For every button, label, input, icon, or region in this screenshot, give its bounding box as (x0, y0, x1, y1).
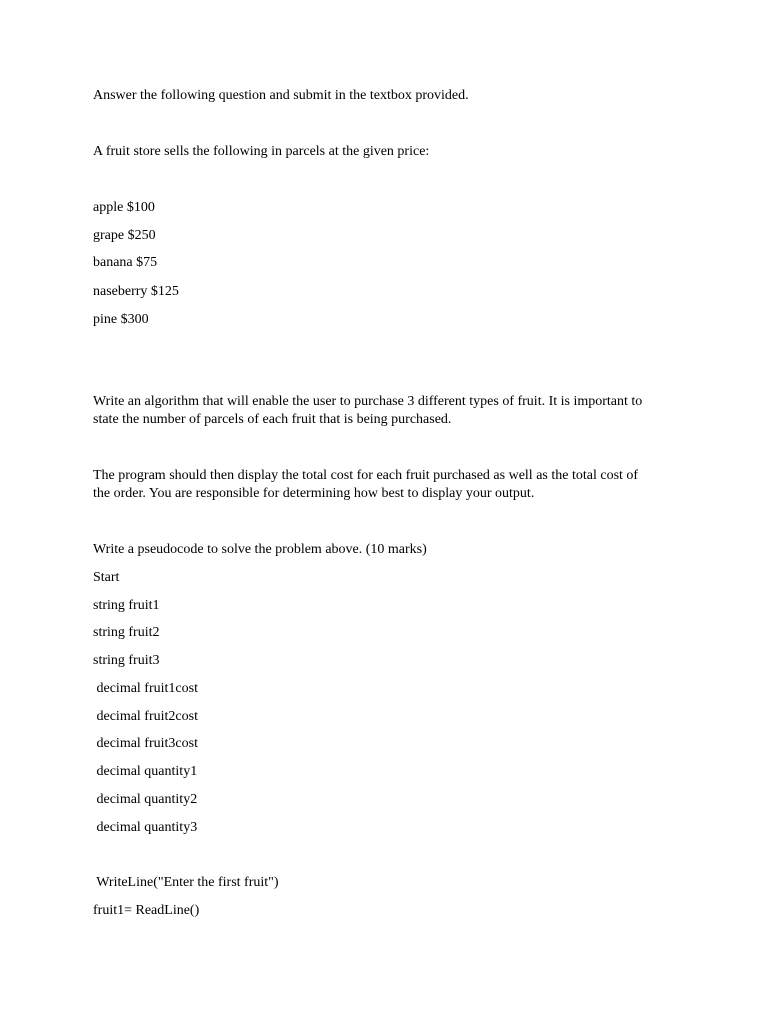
pseudocode-line: string fruit2 (93, 625, 160, 640)
store-statement: A fruit store sells the following in parcels at the given price: (93, 144, 430, 159)
pseudocode-line: decimal fruit1cost (93, 681, 198, 696)
price-item-grape: grape $250 (93, 228, 156, 243)
intro-instruction: Answer the following question and submit in the textbox provided. (93, 88, 469, 103)
pseudocode-line: decimal fruit2cost (93, 709, 198, 724)
pseudocode-line: decimal quantity1 (93, 764, 198, 779)
pseudocode-line: string fruit3 (93, 653, 160, 668)
pseudocode-line: decimal quantity3 (93, 820, 198, 835)
price-item-pine: pine $300 (93, 312, 149, 327)
task-paragraph-output: The program should then display the total cost for each fruit purchased as well as the total cost of the order. You are responsible for determining how best to display your output. (93, 468, 639, 501)
pseudocode-line: decimal fruit3cost (93, 736, 198, 751)
pseudocode-line: Start (93, 570, 120, 585)
price-item-banana: banana $75 (93, 255, 158, 270)
pseudocode-line: decimal quantity2 (93, 792, 198, 807)
pseudocode-line: string fruit1 (93, 598, 160, 613)
pseudocode-line: WriteLine("Enter the first fruit") (93, 875, 279, 890)
price-item-naseberry: naseberry $125 (93, 284, 179, 299)
pseudocode-line: fruit1= ReadLine() (93, 903, 200, 918)
pseudocode-prompt: Write a pseudocode to solve the problem above. (10 marks) (93, 542, 427, 557)
price-item-apple: apple $100 (93, 200, 155, 215)
task-paragraph-algorithm: Write an algorithm that will enable the user to purchase 3 different types of fruit. It is important to state the number of parcels of each fruit that is being purchased. (93, 394, 643, 427)
